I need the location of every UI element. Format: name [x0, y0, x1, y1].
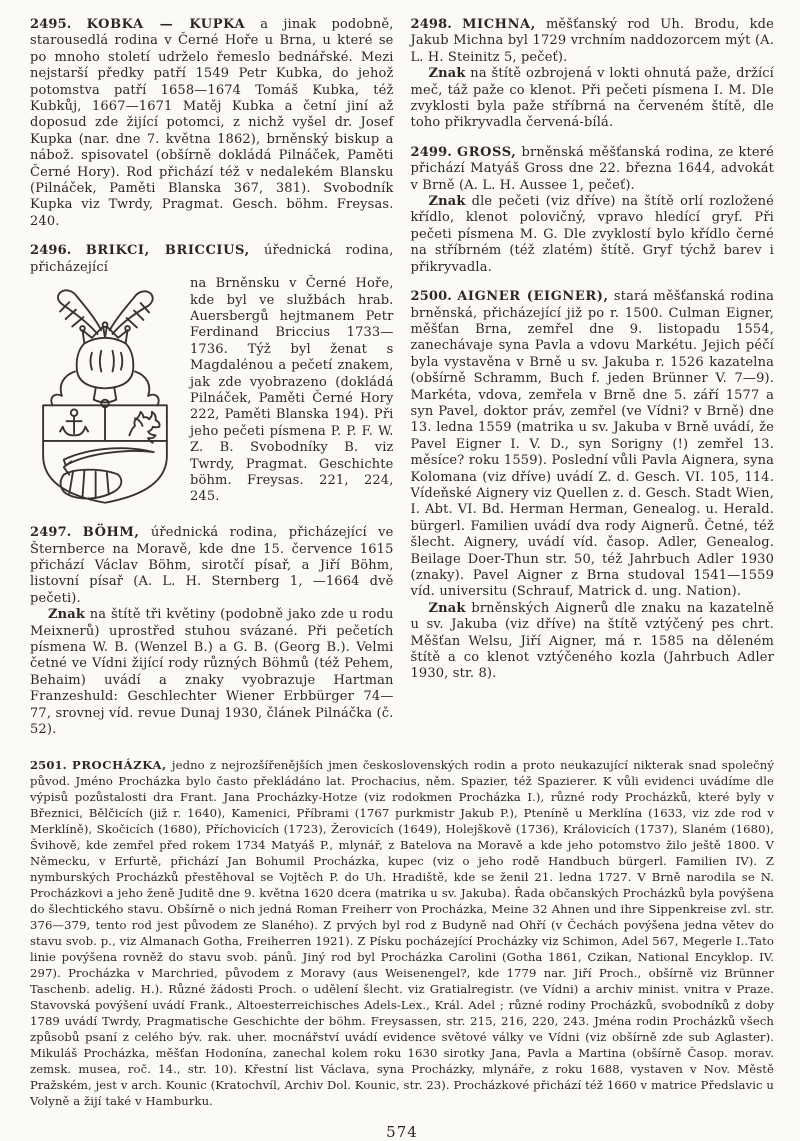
- entry-name: PROCHÁZKA,: [72, 758, 167, 773]
- entry-body: jedno z nejrozšířenějších jmen československých rodin a proto neukazující nikterak snad společný původ. Jméno Procházka bylo často překládáno lat. Prochacius, něm. Spazier, též Spazierer. K vůli evidenci uvádíme dle výpisů pozůstalosti dra Frant. Jana Procházky-Hotze (viz rodokmen Procházka I.), různé rody Procházků, které byly v Březnici, Bělčicích (již r. 1640), Kamenici, Příbrami (1767 purkmistr Jakub P.), Pteníně u Merklína (1633, viz zde rod v Merklíně), Skočicích (1680), Příchovicích (1723), Žerovicích (1649), Holejškově (1736), Královicích (1737), Slaném (1680), Švihově, kde zemřel před rokem 1734 Matyáš P., mlynář, z Batelova na Moravě a kde jeho potomstvo žilo ještě 1800. V Německu, v Erfurtě, přichází Jan Bohumil Procházka, kupec (viz o jeho rodě Handbuch bürgerl. Familien IV). Z nymburských Procházků přestěhoval se Vojtěch P. do Uh. Hradiště, kde se ženil 21. ledna 1727. V Brně narodila se N. Procházkovi a jeho ženě Juditě dne 9. května 1620 dcera (matrika u sv. Jakuba). Řada občanských Procházků byla povýšena do šlechtického stavu. Obšírně o nich jedná Roman Freiherr von Procházka, Meine 32 Ahnen und ihre Sippenkreise zvl. str. 376—379, tento rod jest původem ze Slaného). Z prvých byl rod z Budyně nad Ohří (v Čechách povýšena jedna větev do stavu svob. p., viz Almanach Gotha, Freiherren 1921). Z Písku pocházející Procházky viz Schimon, Adel 567, Megerle I..Tato linie povýšena rovněž do stavu svob. pánů. Jiný rod byl Procházka Carolini (Gotha 1861, Czikan, National Encyklop. IV. 297). Procházka v Marchried, původem z Moravy (aus Weisenengel?, kde 1779 nar. Jiří Proch., obšírně viz Brünner Taschenb. adelig. H.). Různé žádosti Proch. o udělení šlecht. viz Gratialregistr. (ve Vídni) a archiv minist. vnitra v Praze. Stavovská povýšení uvádí Frank., Altoesterreichisches Adels-Lex., Král. Adel ; různé rodiny Procházků, svobodníků z doby 1789 uvádí Twrdy, Pragmatische Geschichte der böhm. Freysassen, str. 215, 216, 220, 243. Jména rodin Procházků všech způsobů psaní z celého býv. rak. uher. mocnářství uvádí evidence světové války ve Vídni (viz obšírně zde sub Aglaster). Mikuláš Procházka, měšťan Hodonína, zanechal kolem roku 1630 sirotky Jana, Pavla a Martina (obšírně Časop. morav. zemsk. musea, roč. 14., str. 10). Křestní list Václava, syna Procházky, mlynáře, z roku 1688, vystaven v Nov. Městě Pražském, jest v arch. Kounic (Kratochvíl, Archiv Dol. Kounic, str. 23). Procházkové přichází též 1660 v matrice Předslavic u Volyně a žijí také v Hamburku.: [30, 758, 774, 1109]
- anchor-icon: [60, 410, 88, 436]
- entry-name: BRIKCI, BRICCIUS,: [85, 243, 250, 259]
- entry-name: BÖHM,: [82, 525, 140, 541]
- entry-2495-paragraph: [30, 17, 394, 230]
- entry-name: KOBKA — KUPKA: [86, 17, 246, 32]
- entry-2500-paragraph: [411, 289, 775, 601]
- znak-body: brněnských Aignerů dle znaku na kazatelně u sv. Jakuba (viz dříve) na štítě vztýčený pes chrt. Měšťan Welsu, Jiří Aigner, má r. 1585 na děleném štítě a co klenot vztýčeného kozla (Jahrbuch Adler 1930, str. 8).: [410, 600, 774, 682]
- entry-name: AIGNER (EIGNER),: [457, 289, 609, 305]
- entry-2498-znak-paragraph: [411, 66, 775, 132]
- entry-body-intro: úřednická rodina, přicházející: [30, 243, 394, 275]
- entry-2500-znak-paragraph: [411, 601, 775, 683]
- column-right: [411, 17, 775, 751]
- entry-body: úřednická rodina, přicházející ve Šternberce na Moravě, kde dne 15. července 1615 přichází Václav Böhm, sirotčí písař, a Jiří Böhm, listovní písař (A. L. H. Sternberg 1, —1664 dvě pečeti).: [30, 525, 394, 606]
- helmet-icon: [77, 338, 134, 407]
- full-width-region: [30, 757, 774, 1109]
- entry-2499-znak-paragraph: [411, 194, 775, 276]
- entry-body: stará měšťanská rodina brněnská, přicházející již po r. 1500. Culman Eigner, měšťan Brna, zemřel dne 9. listopadu 1554, zanechávaje syna Pavla a vdovu Markétu. Jejich péčí byla vystavěna v Brně u sv. Jakuba r. 1526 kazatelna (obšírně Schramm, Buch f. jeden Brünner V. 7—9). Markéta, vdova, zemřela v Brně dne 5. září 1577 a syn Pavel, doktor práv, zemřel (ve Vídni? v Brně) dne 13. ledna 1559 (matrika u sv. Jakuba v Brně uvádí, že Pavel Eigner I. V. D., syn Sorigny (!) zemřel 13. měsíce? roku 1559). Poslední vůli Pavla Aignera, syna Kolomana (viz dříve) uvádí Z. d. Gesch. VI. 105, 114. Vídeňské Aignery viz Quellen z. d. Gesch. Stadt Wien, I. Abt. VI. Bd. Herman Herman, Genealog. u. Herald. bürgerl. Familien uvádí dva rody Aignerů. Četné, též šlecht. Aignery, uvádí víd. časop. Adler, Genealog. Beilage Doer-Thun str. 50, též Jahrbuch Adler 1930 (znaky). Pavel Aigner z Brna studoval 1541—1559 víd. universitu (Schrauf, Matrick d. ung. Nation).: [410, 289, 774, 600]
- entry-2495: [30, 17, 394, 230]
- entry-body: brněnská měšťanská rodina, ze které přichází Matyáš Gross dne 22. března 1644, advokát v Brně (A. L. H. Aussee 1, pečeť).: [410, 144, 774, 193]
- entry-2496: [30, 243, 394, 512]
- page-number: 574: [386, 1123, 418, 1141]
- entry-2497-paragraph: [30, 525, 394, 607]
- entry-name: GROSS,: [457, 144, 517, 160]
- entry-2496-body-with-figure: [30, 276, 394, 506]
- entry-2497: [30, 525, 394, 738]
- entry-2497-znak-paragraph: [30, 607, 394, 738]
- entry-2498-paragraph: [411, 17, 775, 66]
- znak-body: na štítě ozbrojená v lokti ohnutá paže, držící meč, táž paže co klenot. Při pečeti písmena I. M. Dle zvyklosti byla paže stříbrná na červeném štítě, dle toho přikryvadla červená-bílá.: [410, 66, 774, 131]
- znak-body: dle pečeti (viz dříve) na štítě orlí rozložené křídlo, klenot polovičný, vpravo hledící gryf. Při pečeti písmena M. G. Dle zvyklostí bylo křídlo černé na stříbrném (též zlatém) štítě. Gryf týchž barev i přikryvadla.: [410, 194, 774, 275]
- crown-icon: [80, 322, 130, 343]
- znak-body: na štítě tři květiny (podobně jako zde u rodu Meixnerů) uprostřed stuhou svázané. Při pečetích písmena W. B. (Wenzel B.) a G. B. (Georg B.). Velmi četné ve Vídni žijící rody různých Böhmů (též Pehem, Behaim) uvádí a znaky vyobrazuje Hartman Franzeshuld: Geschlechter Wiener Erbbürger 74—77, srovnej víd. revue Dunaj 1930, článek Pilnáčka (č. 52).: [30, 607, 394, 737]
- entry-body: měšťanský rod Uh. Brodu, kde Jakub Michna byl 1729 vrchním naddozorcem mýt (A. L. H. Steinitz 5, pečeť).: [410, 17, 774, 65]
- entry-2501-paragraph: [30, 757, 774, 1109]
- lion-icon: [129, 412, 159, 443]
- entry-number: 2500.: [410, 289, 452, 305]
- znak-label: Znak: [428, 600, 466, 616]
- coat-of-arms-drawing: [30, 278, 180, 510]
- entry-number: 2497.: [30, 525, 72, 541]
- sabre-icon: [61, 448, 154, 498]
- entry-2496-heading-line: [30, 243, 394, 276]
- entry-number: 2499.: [410, 144, 452, 160]
- two-column-region: [30, 17, 774, 751]
- column-left: [30, 17, 394, 751]
- znak-label: Znak: [428, 66, 466, 82]
- entry-body: a jinak podobně, starousedlá rodina v Černé Hoře u Brna, u které se po mnoho století udrželo řemeslo bednářské. Mezi nejstarší předky patří 1549 Petr Kubka, do jehož potomstva patří 1658—1674 Tomáš Kubka, též Kubkůj, 1667—1671 Matěj Kubka a četní jiní až doposud zde žijící potomci, z nichž vyšel dr. Josef Kupka (nar. dne 7. května 1862), brněnský biskup a nábož. spisovatel (obšírně dokládá Pilnáček, Paměti Černé Hory). Rod přichází též v nedalekém Blansku (Pilnáček, Paměti Blanska 367, 381). Svobodník Kupka viz Twrdy, Pragmat. Gesch. böhm. Freysas. 240.: [30, 17, 394, 229]
- entry-number: 2496.: [30, 243, 72, 259]
- entry-name: MICHNA,: [462, 17, 536, 32]
- entry-2500: [411, 289, 775, 683]
- entry-2499-paragraph: [411, 145, 775, 194]
- entry-number: 2498.: [410, 17, 452, 32]
- entry-2501: [30, 757, 774, 1109]
- znak-label: Znak: [48, 607, 85, 623]
- entry-body: na Brněnsku v Černé Hoře, kde byl ve službách hrab. Auersbergů hejtmanem Petr Ferdinand Briccius 1733—1736. Týž byl ženat s Magdalénou a pečetí znakem, jak zde vyobrazeno (dokládá Pilnáček, Paměti Černé Hory 222, Paměti Blanska 194). Při jeho pečeti písmena P. P. F. W. Z. B. Svobodníky B. viz Twrdy, Pragmat. Geschichte böhm. Freysas. 221, 224, 245.: [190, 276, 394, 505]
- entry-number: 2495.: [30, 17, 72, 32]
- entry-2498: [411, 17, 775, 132]
- entry-number: 2501.: [30, 758, 67, 773]
- entry-2499: [411, 145, 775, 276]
- znak-label: Znak: [428, 194, 466, 210]
- coat-of-arms-figure: [30, 278, 180, 510]
